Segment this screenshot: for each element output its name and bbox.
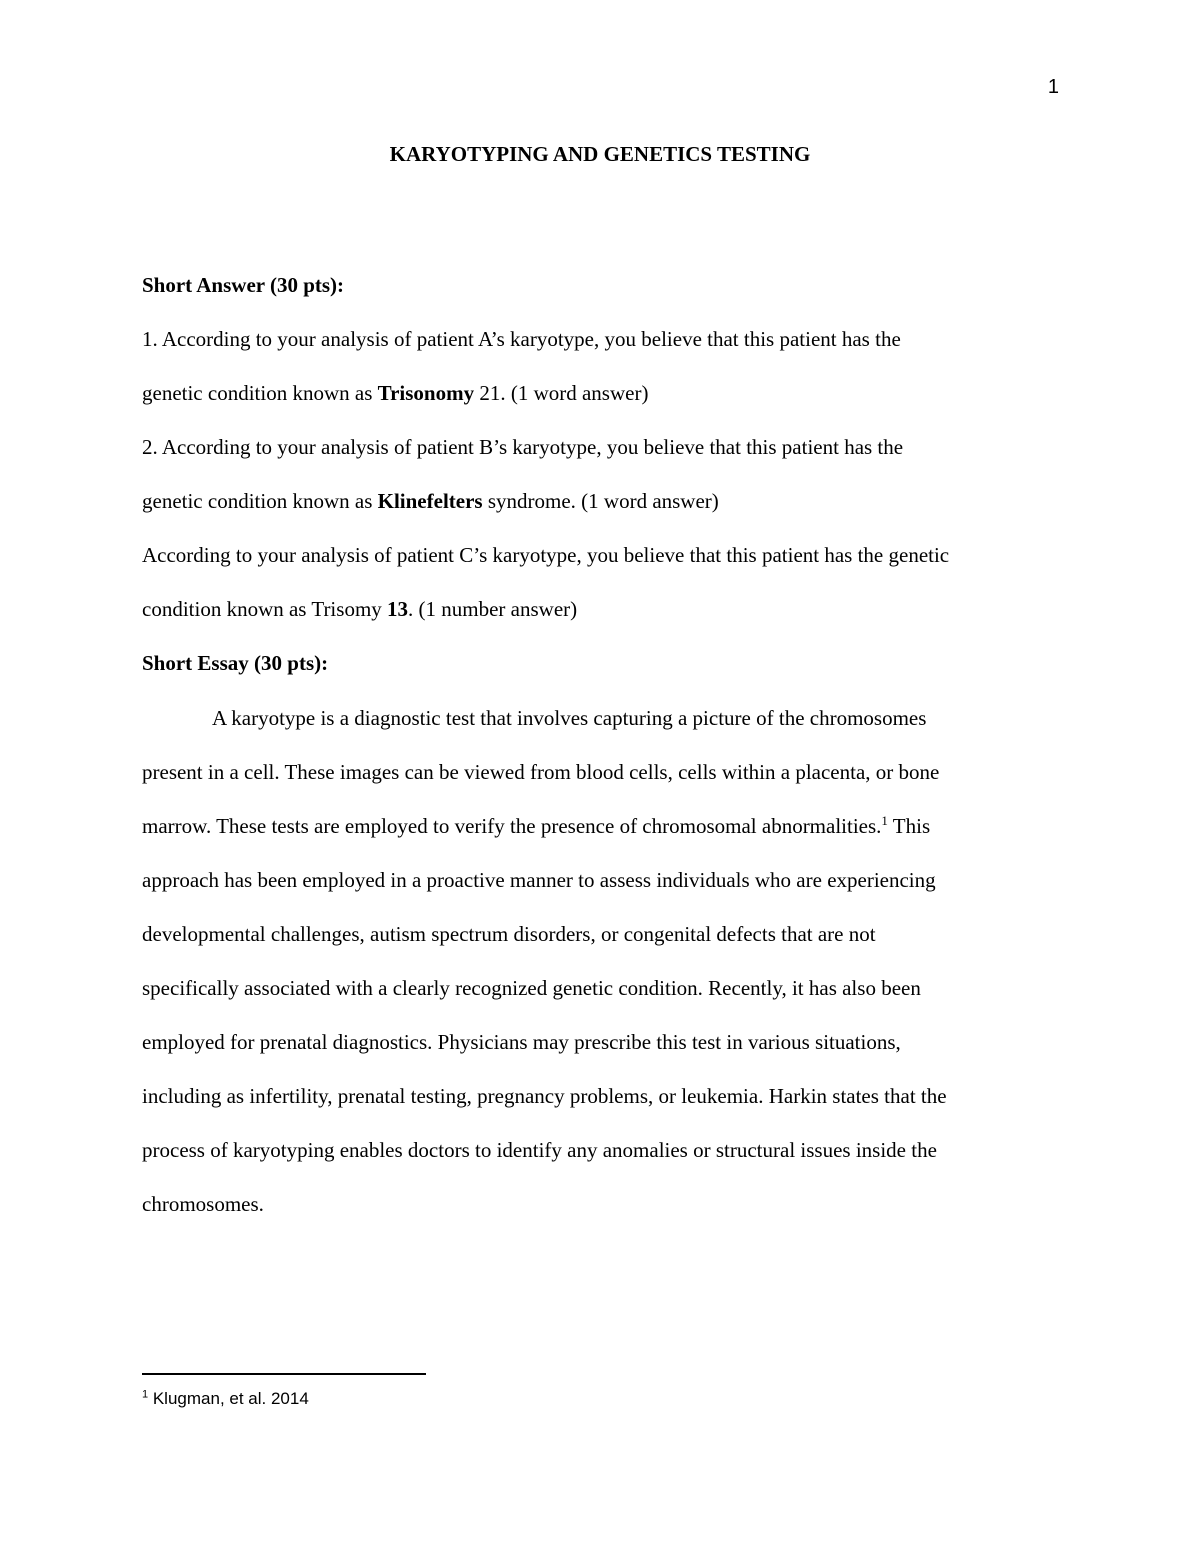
q1-line2-pre: genetic condition known as: [142, 381, 378, 405]
q3-answer: 13: [387, 597, 409, 621]
essay-line-3-tail: This: [887, 814, 931, 838]
essay-line-7: employed for prenatal diagnostics. Physicians may prescribe this test in various situations,: [142, 1030, 901, 1054]
essay-line-4: approach has been employed in a proactive manner to assess individuals who are experiencing: [142, 868, 936, 892]
q2-line2: [142, 487, 719, 515]
essay-line-9: process of karyotyping enables doctors to identify any anomalies or structural issues inside the: [142, 1138, 937, 1162]
essay-line-3: [142, 812, 930, 840]
q3-line1: According to your analysis of patient C’s karyotype, you believe that this patient has the genetic: [142, 543, 950, 567]
footnote: [142, 1389, 309, 1409]
short-essay-heading: Short Essay (30 pts):: [142, 651, 329, 675]
essay-line-2: present in a cell. These images can be viewed from blood cells, cells within a placenta, or bone: [142, 760, 940, 784]
footnote-divider: [142, 1373, 426, 1375]
essay-line-5: developmental challenges, autism spectrum disorders, or congenital defects that are not: [142, 922, 876, 946]
essay-line-6: specifically associated with a clearly recognized genetic condition. Recently, it has also been: [142, 976, 921, 1000]
essay-line-8: including as infertility, prenatal testing, pregnancy problems, or leukemia. Harkin states that the: [142, 1084, 947, 1108]
q1-line2: [142, 379, 648, 407]
q3-line2: [142, 595, 577, 623]
footnote-reference[interactable]: 1: [881, 813, 888, 828]
short-answer-heading: Short Answer (30 pts):: [142, 273, 345, 297]
essay-line-1: A karyotype is a diagnostic test that involves capturing a picture of the chromosomes: [212, 706, 927, 730]
q3-line2-post: . (1 number answer): [408, 597, 578, 621]
q2-answer: Klinefelters: [377, 489, 483, 513]
q2-line2-post: syndrome. (1 word answer): [482, 489, 719, 513]
essay-line-3-text: marrow. These tests are employed to verify the presence of chromosomal abnormalities.: [142, 814, 882, 838]
q3-line2-pre: condition known as Trisomy: [142, 597, 388, 621]
q1-line2-post: 21. (1 word answer): [474, 381, 649, 405]
page-number: 1: [1047, 76, 1059, 98]
footnote-marker: 1: [142, 1388, 149, 1401]
q2-line1: 2. According to your analysis of patient B’s karyotype, you believe that this patient has the: [142, 435, 904, 459]
document-title: KARYOTYPING AND GENETICS TESTING: [389, 142, 811, 166]
q2-line2-pre: genetic condition known as: [142, 489, 378, 513]
q1-answer: Trisonomy: [377, 381, 475, 405]
footnote-text: Klugman, et al. 2014: [148, 1389, 309, 1408]
q1-line1: 1. According to your analysis of patient A’s karyotype, you believe that this patient has the: [142, 327, 901, 351]
essay-line-10: chromosomes.: [142, 1192, 264, 1216]
